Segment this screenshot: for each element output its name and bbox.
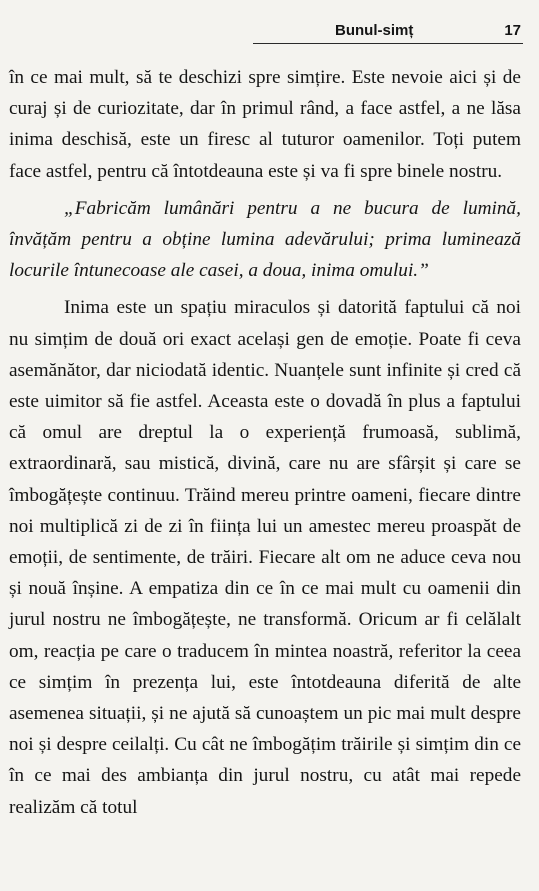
paragraph-main: Inima este un spațiu miraculos și datorită faptului că noi nu simțim de două ori exact același gen de emoție. Poate fi ceva asemănător, dar niciodată identic. Nuanțele sunt infinite și cred că este uimitor să fie astfel. Aceasta este o dovadă în plus a faptului că omul are dreptul la o experiență frumoasă, sublimă, extraordinară, sau mistică, divină, care nu are sfârșit și care se îmbogățește continuu. Trăind mereu printre oameni, fiecare dintre noi multiplică zi de zi în ființa lui un amestec mereu proaspăt de emoții, de sentimente, de trăiri. Fiecare alt om ne aduce ceva nou și nouă înșine. A empatiza din ce în ce mai mult cu oamenii din jurul nostru ne îmbogățește, ne transformă. Oricum ar fi celălalt om, reacția pe care o traducem în mintea noastră, referitor la ceea ce simțim în prezența lui, este întotdeauna diferită de alte asemenea situații, și ne ajută să cunoaștem un pic mai mult despre noi și despre ceilalți. Cu cât ne îmbogățim trăirile și simțim din ce în ce mai des ambianța din jurul nostru, cu atât mai repede realizăm că totul (9, 297, 521, 818)
running-header (253, 17, 523, 44)
body-text (9, 62, 521, 823)
paragraph-continuation: în ce mai mult, să te deschizi spre simțire. Este nevoie aici și de curaj și de curiozitate, dar în primul rând, a face astfel, a ne lăsa inima deschisă, este un firesc al tuturor oamenilor. Toți putem face astfel, pentru că întotdeauna este și va fi spre binele nostru. (9, 67, 521, 182)
page-number: 17 (504, 22, 521, 39)
chapter-title: Bunul-simț (335, 22, 414, 39)
quote-paragraph: „Fabricăm lumânări pentru a ne bucura de lumină, învățăm pentru a obține lumina adevărului; prima luminează locurile întunecoase ale casei, a doua, inima omului.” (9, 197, 521, 282)
